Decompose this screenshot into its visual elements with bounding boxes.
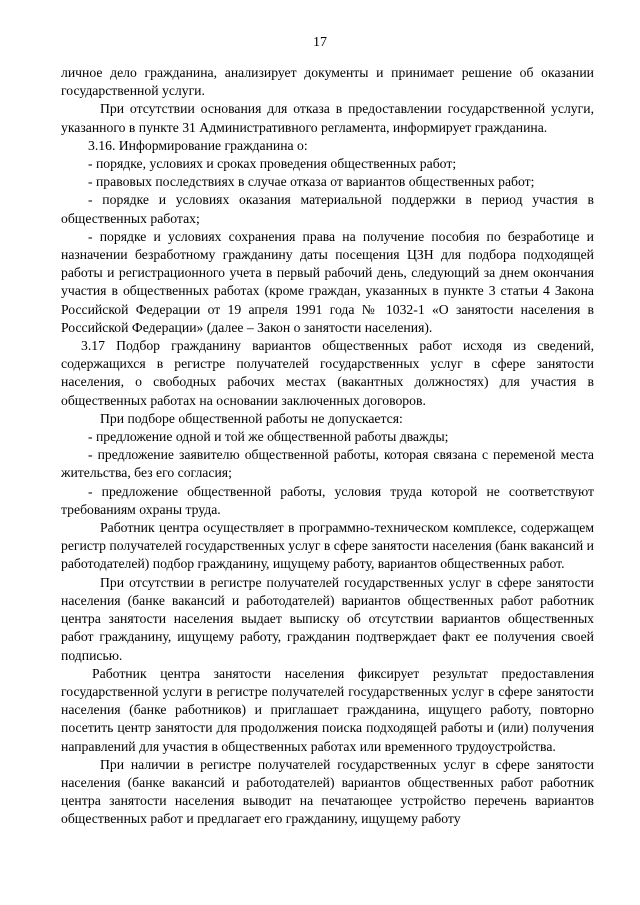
list-item-twice: - предложение одной и той же общественной работы дважды; — [88, 429, 449, 445]
page-number: 17 — [313, 35, 327, 50]
section-3-16-heading: 3.16. Информирование гражданина о: — [88, 137, 308, 153]
paragraph-no-vacancies: При отсутствии в регистре получателей государственных услуг в сфере занятости населения (банке вакансий и работодателей) вариантов общественных работ работник центра занятости населения выдает выписку об отсутствии вариантов общественных работ гражданину, ищущему работу, гражданин подтверждает факт ее получения своей подписью. — [61, 574, 594, 663]
list-item-material-support: - порядке и условиях оказания материальной поддержки в период участия в общественных работах; — [61, 192, 594, 226]
paragraph-not-allowed-heading: При подборе общественной работы не допускается: — [100, 410, 403, 426]
list-item-procedure: - порядке, условиях и сроках проведения общественных работ; — [88, 156, 457, 172]
paragraph-record-result: Работник центра занятости населения фиксирует результат предоставления государственной услуги в регистре получателей государственных услуг в сфере занятости населения (банке работников) и приглашает гражданина, ищущего работу, повторно посетить центр занятости для продолжения поиска подходящей работы и (или) получения направлений для участия в общественных работах или временного трудоустройства. — [61, 665, 594, 754]
paragraph-continuation: личное дело гражданина, анализирует документы и принимает решение об оказании государственной услуги. — [61, 65, 594, 99]
list-item-unemployment-benefit: - порядке и условиях сохранения права на получение пособия по безработице и назначении безработному гражданину даты посещения ЦЗН для подбора подходящей работы и регистрационного учета в первый рабочий день, следующий за днем окончания участия в общественных работах (кроме граждан, указанных в пункте 3 статьи 4 Закона Российской Федерации от 19 апреля 1991 года № 1032-1 «О занятости населения в Российской Федерации» (далее – Закон о занятости населения). — [61, 228, 594, 335]
list-item-labor-safety: - предложение общественной работы, условия труда которой не соответствуют требованиям охраны труда. — [61, 483, 594, 517]
paragraph-worker-selection: Работник центра осуществляет в программно-техническом комплексе, содержащем регистр получателей государственных услуг в сфере занятости населения (банк вакансий и работодателей) подбор гражданину, ищущему работу, вариантов общественных работ. — [61, 520, 594, 572]
paragraph-vacancies-available: При наличии в регистре получателей государственных услуг в сфере занятости населения (банке вакансий и работодателей) вариантов общественных работ работник центра занятости населения выводит на печатающее устройство перечень вариантов общественных работ и предлагает его гражданину, ищущему работу — [61, 756, 594, 827]
section-3-17-paragraph: 3.17 Подбор гражданину вариантов общественных работ исходя из сведений, содержащихся в регистре получателей государственных услуг в сфере занятости населения, о свободных рабочих местах (вакантных должностях) для участия в общественных работах на основании заключенных договоров. — [61, 338, 594, 408]
page-content — [61, 64, 594, 829]
paragraph-no-refusal-grounds: При отсутствии основания для отказа в предоставлении государственной услуги, указанного в пункте 31 Административного регламента, информирует гражданина. — [61, 101, 594, 135]
list-item-legal-consequences: - правовых последствиях в случае отказа от вариантов общественных работ; — [88, 174, 535, 190]
list-item-relocation: - предложение заявителю общественной работы, которая связана с переменой места жительства, без его согласия; — [61, 447, 594, 481]
